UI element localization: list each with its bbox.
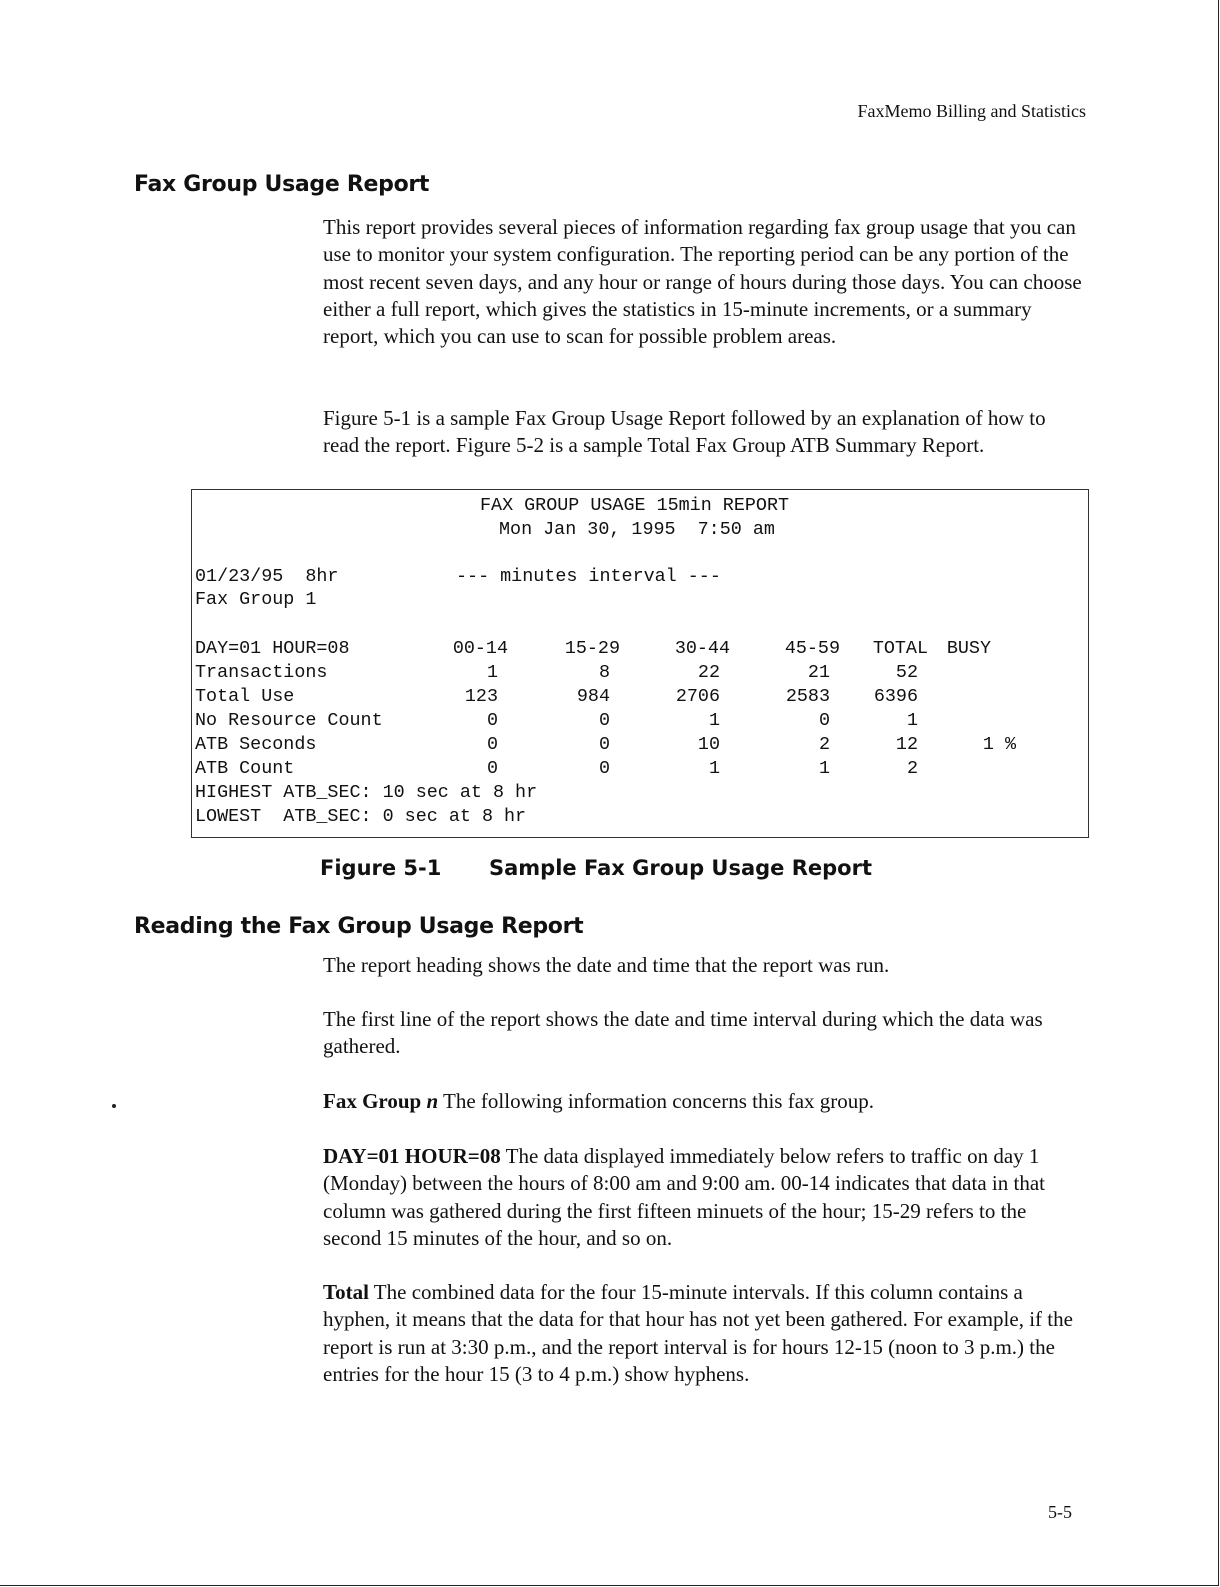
report-cell: 1 (708, 758, 720, 779)
report-cell: 2 (818, 734, 830, 755)
report-cell: 0 (818, 710, 830, 731)
report-cell: 0 (486, 710, 498, 731)
definition-total: The combined data for the four 15-minute intervals. If this column contains a hyphen, it means that the data for that hour has not yet been gathered. For example, if the report is run at 3:30 p.m., and the report interval is for hours 12-15 (noon to 3 p.m.) the entries for the hour 15 (3 to 4 p.m.) show hyphens. (323, 1280, 1073, 1386)
report-cell: 22 (697, 662, 720, 683)
term-fax-group: Fax Group n (323, 1089, 439, 1113)
report-cell: 6396 (873, 686, 918, 707)
report-interval-label: --- minutes interval --- (456, 566, 721, 587)
report-column-header: BUSY (946, 638, 991, 659)
report-cell: 123 (464, 686, 498, 707)
report-row-label: No Resource Count (195, 710, 383, 731)
report-highest-atb: HIGHEST ATB_SEC: 10 sec at 8 hr (195, 782, 538, 803)
report-cell: 0 (598, 758, 610, 779)
figure-number: Figure 5-1 (320, 856, 442, 880)
report-title: FAX GROUP USAGE 15min REPORT (480, 495, 790, 516)
report-cell: 2706 (675, 686, 720, 707)
reading-paragraph-heading: The report heading shows the date and time that the report was run. (323, 953, 890, 977)
report-cell: 8 (598, 662, 610, 683)
section-title-reading-report: Reading the Fax Group Usage Report (134, 914, 584, 939)
reading-paragraph-total (323, 1279, 1083, 1388)
margin-mark (112, 1104, 116, 1108)
report-row-label: Transactions (195, 662, 328, 683)
report-column-header: 00-14 (452, 638, 508, 659)
report-cell: 2 (906, 758, 918, 779)
report-cell: 2583 (785, 686, 830, 707)
report-cell: 1 (708, 710, 720, 731)
report-date-hour: 01/23/95 8hr (195, 566, 339, 587)
report-cell: 1 (486, 662, 498, 683)
report-cell: 0 (486, 758, 498, 779)
report-cell: 1 (818, 758, 830, 779)
section-title-fax-group-usage-report: Fax Group Usage Report (134, 172, 430, 197)
term-day-hour: DAY=01 HOUR=08 (323, 1144, 501, 1168)
report-cell: 0 (598, 710, 610, 731)
report-cell: 21 (807, 662, 830, 683)
report-column-header: 45-59 (784, 638, 840, 659)
report-column-header: 15-29 (564, 638, 620, 659)
term-fax-group-variable: n (426, 1089, 439, 1113)
reading-paragraph-first-line: The first line of the report shows the date and time interval during which the data was gathered. (323, 1007, 1043, 1059)
reading-paragraph-day-hour (323, 1143, 1083, 1252)
report-datetime: Mon Jan 30, 1995 7:50 am (499, 519, 775, 540)
page-number: 5-5 (1048, 1502, 1072, 1522)
report-cell: 1 (906, 710, 918, 731)
report-figure-box (191, 489, 1089, 838)
report-cell: 12 (895, 734, 918, 755)
report-row-label: Total Use (195, 686, 295, 707)
report-day-hour: DAY=01 HOUR=08 (195, 638, 350, 659)
report-fax-group: Fax Group 1 (195, 589, 317, 610)
definition-fax-group: The following information concerns this fax group. (443, 1089, 875, 1113)
term-total: Total (323, 1280, 369, 1304)
report-row-label: ATB Seconds (195, 734, 317, 755)
figure-caption: Sample Fax Group Usage Report (489, 856, 872, 880)
definition-day-hour: The data displayed immediately below refers to traffic on day 1 (Monday) between the hours of 8:00 am and 9:00 am. 00-14 indicates that data in that column was gathered during the first fifteen minuets of the hour; 15-29 refers to the second 15 minutes of the hour, and so on. (323, 1144, 1045, 1250)
report-column-header: 30-44 (674, 638, 730, 659)
report-cell: 984 (576, 686, 610, 707)
report-cell: 52 (895, 662, 918, 683)
report-cell: 0 (598, 734, 610, 755)
report-cell: 0 (486, 734, 498, 755)
report-cell: 10 (697, 734, 720, 755)
running-header: FaxMemo Billing and Statistics (857, 101, 1086, 121)
figure-reference-paragraph: Figure 5-1 is a sample Fax Group Usage Report followed by an explanation of how to read the report. Figure 5-2 is a sample Total Fax Group ATB Summary Report. (323, 406, 1046, 458)
report-column-header: TOTAL (872, 638, 928, 659)
reading-paragraph-fax-group (323, 1088, 1083, 1115)
report-cell: 1 % (982, 734, 1016, 755)
intro-paragraph: This report provides several pieces of information regarding fax group usage that you can use to monitor your system configuration. The reporting period can be any portion of the most recent seven days, and any hour or range of hours during those days. You can choose either a full report, which gives the statistics in 15-minute increments, or a summary report, which you can use to scan for possible problem areas. (323, 215, 1082, 349)
report-row-label: ATB Count (195, 758, 295, 779)
report-lowest-atb: LOWEST ATB_SEC: 0 sec at 8 hr (195, 806, 527, 827)
